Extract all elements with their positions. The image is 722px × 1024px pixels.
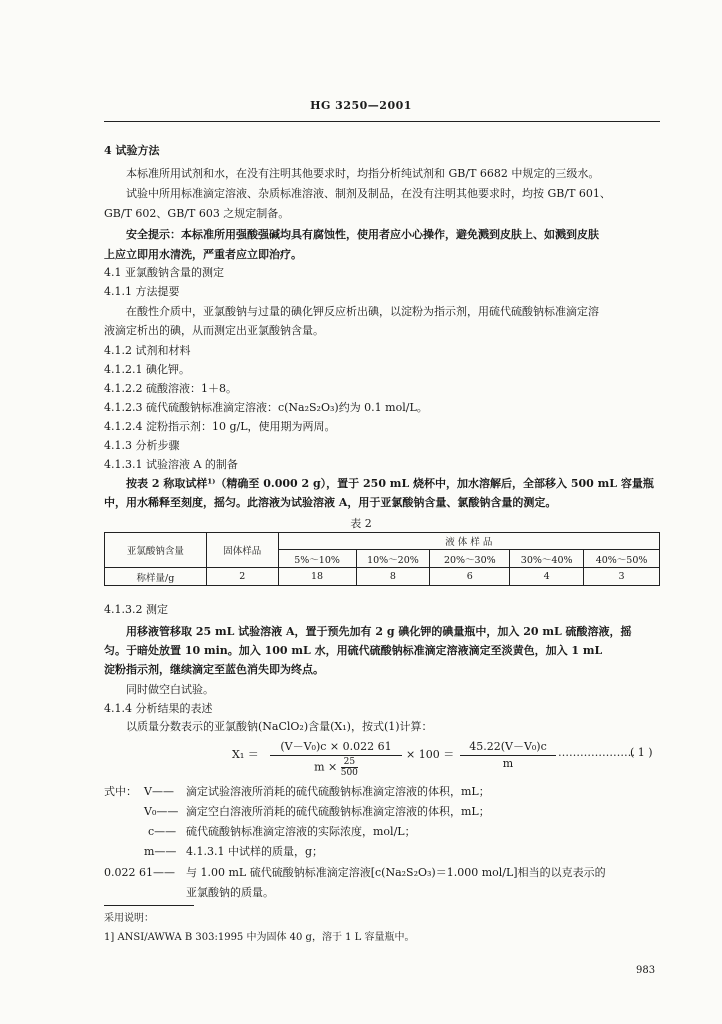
section-heading: 4.1 亚氯酸钠含量的测定 — [104, 266, 224, 279]
table-header-cell: 亚氯酸钠含量 — [105, 533, 207, 568]
table-cell: 6 — [430, 568, 510, 586]
footnote-label: 采用说明： — [104, 913, 154, 924]
equation-1 — [232, 738, 662, 784]
table-header-cell: 5%～10% — [278, 550, 356, 568]
page-number: 983 — [636, 965, 656, 976]
equation-denominator — [270, 756, 402, 778]
section-heading: 4.1.3.2 测定 — [104, 603, 168, 616]
safety-note: 安全提示：本标准所用强酸强碱均具有腐蚀性，使用者应小心操作，避免溅到皮肤上、如溅到皮肤 — [126, 228, 599, 241]
definition-text: 4.1.3.1 中试样的质量，g； — [186, 845, 324, 858]
definition-text: 滴定试验溶液所消耗的硫代硫酸钠标准滴定溶液的体积，mL； — [186, 785, 490, 798]
list-item: 4.1.2.3 硫代硫酸钠标准滴定溶液：c(Na₂S₂O₃)约为 0.1 mol/L。 — [104, 401, 428, 414]
definition-text: 与 1.00 mL 硫代硫酸钠标准滴定溶液[c(Na₂S₂O₃)＝1.000 mol/L]相当的以克表示的 — [186, 866, 606, 879]
footnote-text: 1] ANSI/AWWA B 303:1995 中为固体 40 g，溶于 1 L 容量瓶中。 — [104, 932, 415, 943]
equation-fraction — [270, 738, 402, 778]
table-header-cell: 液 体 样 品 — [278, 533, 659, 550]
paragraph: 在酸性介质中，亚氯酸钠与过量的碘化钾反应析出碘，以淀粉为指示剂，用硫代硫酸钠标准滴定溶 — [126, 305, 599, 318]
paragraph: 淀粉指示剂，继续滴定至蓝色消失即为终点。 — [104, 663, 324, 676]
table-cell: 3 — [584, 568, 660, 586]
header-rule — [104, 121, 660, 122]
list-item: 4.1.2.2 硫酸溶液：1＋8。 — [104, 382, 237, 395]
section-heading: 4.1.3.1 试验溶液 A 的制备 — [104, 458, 238, 471]
section-heading: 4.1.3 分析步骤 — [104, 439, 180, 452]
equation-numerator: (V－V₀)c × 0.022 61 — [270, 738, 402, 756]
section-heading: 4.1.2 试剂和材料 — [104, 344, 191, 357]
small-frac-num: 25 — [341, 757, 358, 768]
section-heading: 4.1.1 方法提要 — [104, 285, 180, 298]
equation-numerator: 45.22(V－V₀)c — [460, 738, 556, 756]
paragraph: 液滴定析出的碘，从而测定出亚氯酸钠含量。 — [104, 324, 324, 337]
definition-text: 滴定空白溶液所消耗的硫代硫酸钠标准滴定溶液的体积，mL； — [186, 805, 490, 818]
equation-number: ( 1 ) — [630, 746, 653, 759]
definition-text: 硫代硫酸钠标准滴定溶液的实际浓度，mol/L； — [186, 825, 416, 838]
table-cell: 2 — [206, 568, 278, 586]
section-4-heading: 4 试验方法 — [104, 144, 160, 157]
equation-times100: × 100 ＝ — [406, 748, 455, 761]
definition-text: 亚氯酸钠的质量。 — [186, 886, 274, 899]
equation-lhs: X₁ ＝ — [232, 748, 259, 761]
table-cell: 18 — [278, 568, 356, 586]
table-row — [105, 568, 660, 586]
paragraph: GB/T 602、GB/T 603 之规定制备。 — [104, 207, 290, 220]
table-header-cell: 30%～40% — [510, 550, 584, 568]
table-header-cell: 20%～30% — [430, 550, 510, 568]
table-title: 表 2 — [350, 517, 372, 530]
paragraph: 匀。于暗处放置 10 min。加入 100 mL 水，用硫代硫酸钠标准滴定溶液滴定至淡黄色，加入 1 mL — [104, 644, 603, 657]
definition-symbol: m—— — [144, 845, 177, 858]
table-cell: 8 — [356, 568, 430, 586]
paragraph: 试验中所用标准滴定溶液、杂质标准溶液、制剂及制品，在没有注明其他要求时，均按 GB/T 601、 — [126, 187, 611, 200]
table-header-cell: 固体样品 — [206, 533, 278, 568]
table-cell: 称样量/g — [105, 568, 207, 586]
equation-fraction — [460, 738, 556, 770]
paragraph: 中，用水稀释至刻度，摇匀。此溶液为试验溶液 A，用于亚氯酸钠含量、氯酸钠含量的测定。 — [104, 496, 557, 509]
table-header-cell: 40%～50% — [584, 550, 660, 568]
list-item: 4.1.2.4 淀粉指示剂：10 g/L，使用期为两周。 — [104, 420, 336, 433]
safety-note: 上应立即用水清洗，严重者应立即治疗。 — [104, 248, 302, 261]
table-cell: 4 — [510, 568, 584, 586]
footnote-separator — [104, 905, 194, 906]
definition-symbol: 0.022 61—— — [104, 866, 175, 879]
paragraph: 以质量分数表示的亚氯酸钠(NaClO₂)含量(X₁)，按式(1)计算： — [126, 720, 433, 733]
section-heading: 4.1.4 分析结果的表述 — [104, 702, 213, 715]
standard-header: HG 3250—2001 — [310, 99, 412, 112]
equation-leader-dots: ………………… — [558, 746, 635, 759]
table-2 — [104, 532, 660, 586]
equation-small-fraction — [341, 757, 358, 778]
definition-symbol: c—— — [148, 825, 177, 838]
definition-symbol: V₀—— — [144, 805, 179, 818]
where-label: 式中： — [104, 785, 137, 798]
small-frac-den: 500 — [340, 768, 358, 778]
definition-symbol: V—— — [144, 785, 174, 798]
paragraph: 用移液管移取 25 mL 试验溶液 A，置于预先加有 2 g 碘化钾的碘量瓶中，加入 20 mL 硫酸溶液，摇 — [126, 625, 632, 638]
paragraph: 同时做空白试验。 — [126, 683, 214, 696]
equation-denominator-text: m × — [314, 760, 338, 774]
paragraph: 按表 2 称取试样¹⁾（精确至 0.000 2 g），置于 250 mL 烧杯中，加水溶解后，全部移入 500 mL 容量瓶 — [126, 477, 654, 490]
paragraph: 本标准所用试剂和水，在没有注明其他要求时，均指分析纯试剂和 GB/T 6682 中规定的三级水。 — [126, 167, 600, 180]
equation-denominator: m — [502, 757, 514, 770]
table-header-cell: 10%～20% — [356, 550, 430, 568]
list-item: 4.1.2.1 碘化钾。 — [104, 363, 190, 376]
